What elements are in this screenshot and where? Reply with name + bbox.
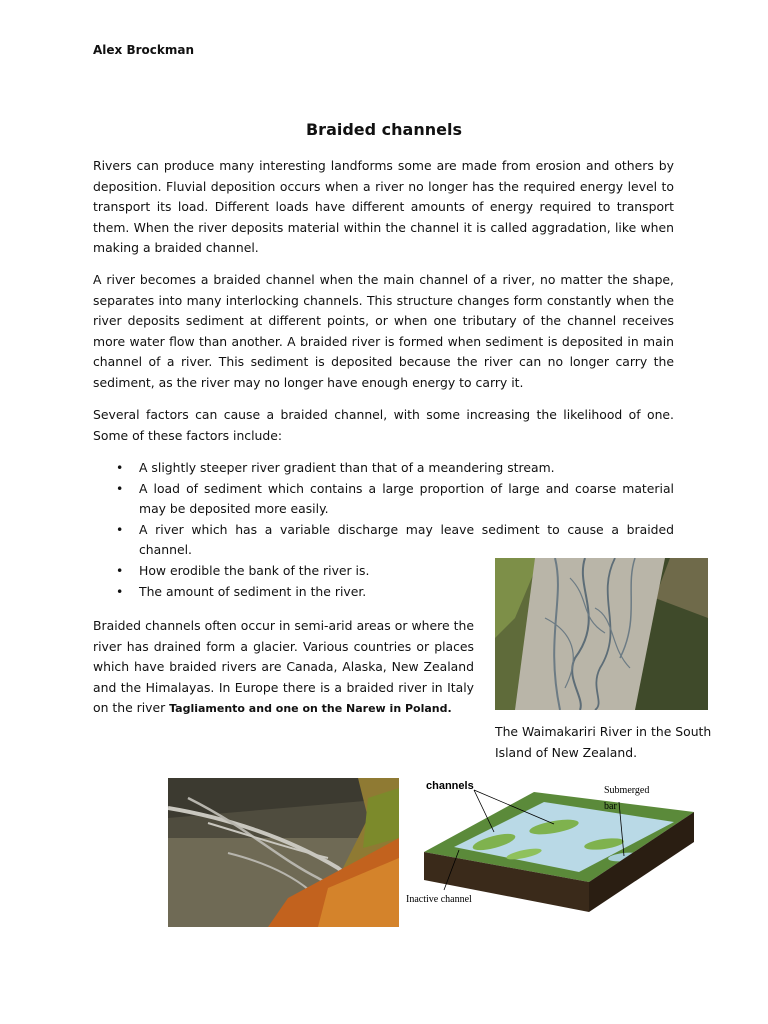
paragraph-intro: Rivers can produce many interesting landforms some are made from erosion and others by deposition. Fluvial deposition occurs when a river no longer has the required energy level to transport its load. Different loads have different amounts of energy required to transport them. When the river deposits material within the channel it is called aggradation, like when making a braided channel. — [93, 158, 674, 256]
author-name: Alex Brockman — [93, 43, 195, 57]
photo-caption: The Waimakariri River in the South Island of New Zealand. — [495, 724, 712, 760]
paragraph-factors: Several factors can cause a braided channel, with some increasing the likelihood of one. Some of these factors include: — [93, 407, 674, 443]
braided-channel-diagram — [404, 772, 694, 927]
list-item: • How erodible the bank of the river is. — [93, 561, 474, 582]
paragraph-formation: A river becomes a braided channel when the main channel of a river, no matter the shape, separates into many interlocking channels. This structure changes form constantly when the river deposits sediment at different points, or when one tributary of the channel receives more water flow than another. A braided river is formed when sediment is deposited in main channel of a river. This sediment is deposited because the river can no longer carry the sediment, as the river may no longer have enough energy to carry it. — [93, 272, 674, 390]
waimakariri-river-photo — [495, 558, 708, 710]
diagram-label-submerged: Submerged — [604, 785, 650, 796]
list-item: • A slightly steeper river gradient than that of a meandering stream. — [93, 458, 674, 479]
paragraph-locations: Braided channels often occur in semi-arid areas or where the river has drained form a glacier. Various countries or places which have braided rivers are Canada, Alaska, New Zealand and the Himalayas. In Europe there is a braided river in Italy on the river Tagliamento and one on the Narew in Poland. — [93, 618, 474, 716]
page-title: Braided channels — [305, 120, 462, 139]
bullet-icon: • — [116, 480, 124, 496]
bullet-icon: • — [116, 583, 124, 599]
bullet-icon: • — [116, 521, 124, 537]
diagram-label-inactive: Inactive channel — [406, 894, 472, 905]
braided-river-valley-photo — [168, 778, 399, 927]
list-item: • A load of sediment which contains a large proportion of large and coarse material may be deposited more easily. — [116, 480, 674, 517]
list-item: • The amount of sediment in the river. — [93, 582, 474, 603]
bullet-icon: • — [116, 562, 124, 578]
list-item: • A river which has a variable discharge may leave sediment to cause a braided channel. — [116, 521, 674, 558]
bullet-icon: • — [116, 460, 124, 475]
diagram-label-channels: channels — [426, 780, 474, 792]
diagram-label-bar: bar — [604, 801, 617, 812]
